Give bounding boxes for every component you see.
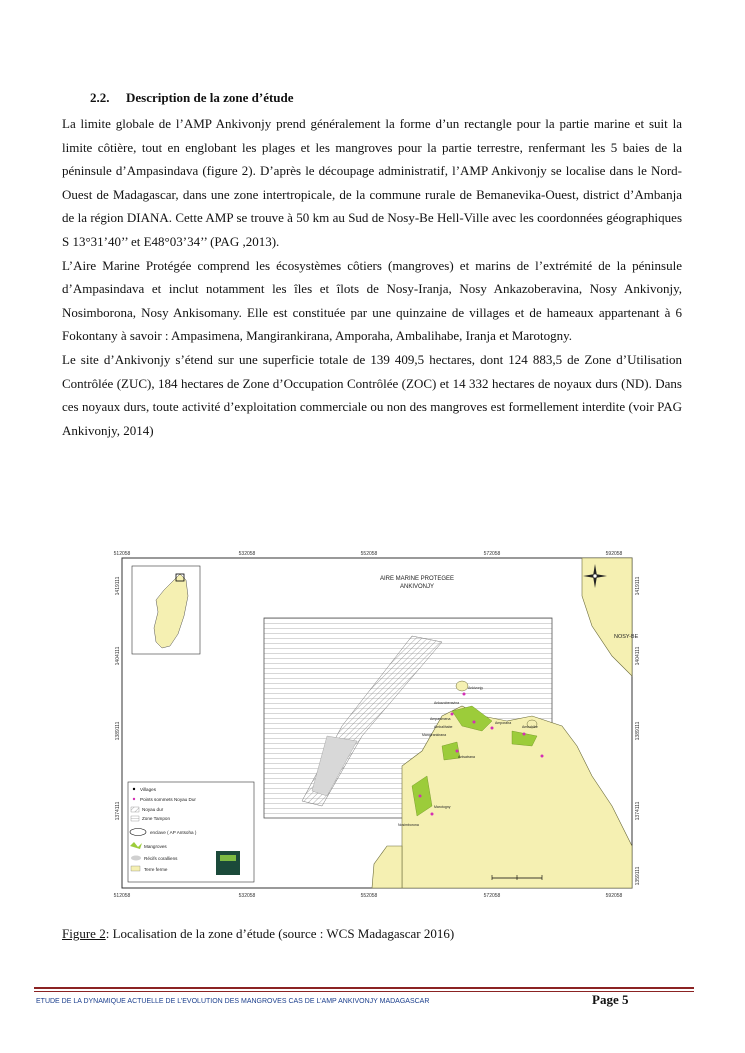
paragraph-2: L’Aire Marine Protégée comprend les écosystèmes côtiers (mangroves) et marins de l’extrémité de la péninsule d’Ampasindava et inclut notamment les îles et îlots de Nosy-Iranja, Nosy Ankazoberavina, Nosy Ankivonjy, Nosimborona, Nosy Ankisomany. Elle est constituée par une quinzaine de villages et de hameaux appartenant à 6 Fokontany à savoir : Ampasimena, Mangirankirana, Amporaha, Ambalihabe, Iranja et Marotogny. [62,257,682,344]
location-map [112,546,642,901]
x-tick-bottom-1: 512058 [113,893,131,899]
paragraph-3: Le site d’Ankivonjy s’étend sur une superficie totale de 139 409,5 hectares, dont 124 883,5 de Zone d’Utilisation Contrôlée (ZUC), 184 hectares de Zone d’Occupation Contrôlée (ZOC) et 14 332 hectares de noyaux durs (ND). Dans ces noyaux durs, toute activité d’exploitation commerciale ou non des mangroves est formellement interdite (voir PAG Ankivonjy, 2014) [62,351,682,438]
legend-recifs: Récifs coralliens [144,856,178,861]
village-point-1 [463,693,466,696]
x-tick-bottom-3: 552058 [360,893,378,899]
place-label-2: Ampasimena [430,717,451,721]
footer-rule [34,987,694,989]
footer-title: ETUDE DE LA DYNAMIQUE ACTUELLE DE L’EVOLUTION DES MANGROVES CAS DE L’AMP ANKIVONJY MADAGASCAR [36,998,430,1005]
village-point-7 [419,795,422,798]
small-island-1 [456,681,468,691]
legend-noyau: Noyau dur [142,807,164,812]
place-label-7: Ankivonjy [468,686,483,690]
x-tick-top-2: 532058 [238,551,256,557]
section-number: 2.2. [90,90,110,105]
village-point-4 [491,727,494,730]
logo-wcs [216,851,240,875]
y-tick-right-5: 1359111 [635,866,641,886]
x-tick-top-1: 512058 [113,551,131,557]
figure-label: Figure 2 [62,926,106,941]
figure-caption [62,926,454,942]
x-tick-bottom-4: 572058 [483,893,501,899]
section-title: Description de la zone d’étude [126,90,294,105]
place-label-3: Ambalihabe [434,725,453,729]
y-tick-left-4: 1374111 [115,801,121,821]
village-point-2 [451,713,454,716]
legend-points: Points sommets Noyau Dur [140,797,196,802]
village-point-3 [473,721,476,724]
legend-tampon: Zone Tampon [142,816,171,821]
place-label-8: Antsatrana [458,755,475,759]
y-tick-left-1: 1419111 [115,576,121,596]
x-tick-bottom-5: 592058 [605,893,623,899]
page-number: Page 5 [592,992,629,1007]
village-point-6 [541,755,544,758]
map-title-line-1: AIRE MARINE PROTEGEE [379,576,455,582]
y-tick-left-3: 1389111 [115,721,121,741]
place-label-5: Amporaha [495,721,512,725]
legend-villages: Villages [140,787,157,792]
map-title-line-2: ANKIVONJY [399,584,435,590]
y-tick-right-2: 1404111 [635,646,641,666]
place-label-6: Ambohibe [522,725,538,729]
place-label-10: Nosimborona [398,823,419,827]
village-point-9 [456,750,459,753]
map-legend [128,782,254,882]
y-tick-right-1: 1419111 [635,576,641,596]
x-tick-bottom-2: 532058 [238,893,256,899]
y-tick-right-4: 1374111 [635,801,641,821]
legend-mangroves: Mangroves [144,844,167,849]
place-label-1: Ankazoberavina [434,701,460,705]
x-tick-top-3: 552058 [360,551,378,557]
legend-terre: Terre ferme [144,867,168,872]
place-label-4: Mangirankirana [422,733,447,737]
y-tick-right-3: 1389111 [635,721,641,741]
y-tick-left-2: 1404111 [115,646,121,666]
map-svg [112,546,642,901]
section-heading [90,90,294,106]
body-text [62,112,682,442]
paragraph-1: La limite globale de l’AMP Ankivonjy prend généralement la forme d’un rectangle pour la partie marine et suit la limite côtière, tout en englobant les plages et les mangroves pour la partie terrestre, renfermant les 5 baies de la péninsule d’Ampasindava (figure 2). D’après le découpage administratif, l’AMP Ankivonjy se localise dans le Nord-Ouest de Madagascar, dans une zone intertropicale, de la commune rurale de Bemanevika-Ouest, district d’Ambanja de la région DIANA. Cette AMP se trouve à 50 km au Sud de Nosy-Be Hell-Ville avec les coordonnées géographiques S 13°31’40’’ et E48°03’34’’ (PAG ,2013). [62,116,682,249]
nosy-be-label: NOSY-BE [614,634,639,640]
village-point-5 [523,733,526,736]
figure-caption-text: : Localisation de la zone d’étude (source : WCS Madagascar 2016) [105,926,455,941]
x-tick-top-4: 572058 [483,551,501,557]
legend-enclave: enclave ( AP Antsoha ) [150,830,197,835]
place-label-9: Marotogny [434,805,451,809]
x-tick-top-5: 592058 [605,551,623,557]
village-point-8 [431,813,434,816]
